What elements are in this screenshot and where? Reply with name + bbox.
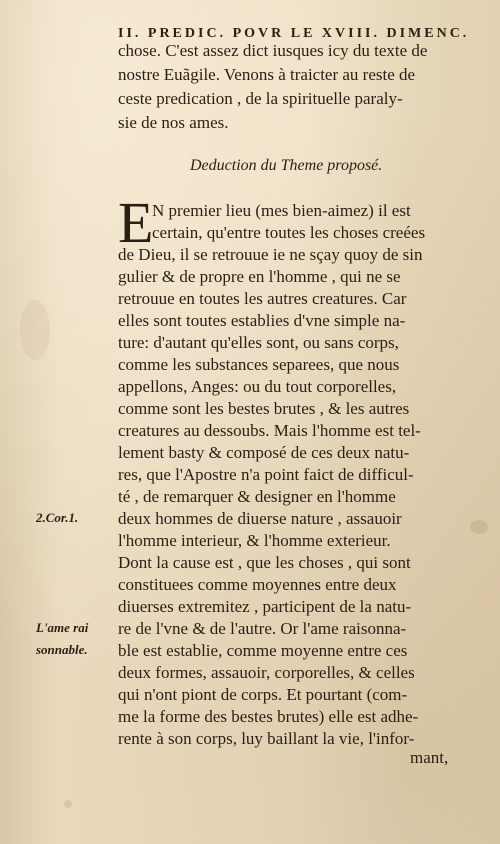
text-line: ceste predication , de la spirituelle paraly- (118, 89, 403, 108)
text-line: comme les substances separees, que nous (118, 355, 400, 374)
text-line: res, que l'Apostre n'a point faict de difficul- (118, 465, 414, 484)
text-line: constituees comme moyennes entre deux (118, 575, 397, 594)
text-line: re de l'vne & de l'autre. Or l'ame raisonna- (118, 619, 407, 638)
text-line: de Dieu, il se retrouue ie ne sçay quoy de sin (118, 245, 423, 264)
text-line: elles sont toutes establies d'vne simple na- (118, 311, 406, 330)
margin-note-scripture: 2.Cor.1. (36, 510, 79, 525)
text-line: Dont la cause est , que les choses , qui sont (118, 553, 411, 572)
section-heading: Deduction du Theme proposé. (190, 157, 383, 174)
paper-stain (20, 300, 50, 360)
text-line: certain, qu'entre toutes les choses creées (152, 223, 426, 242)
text-line: té , de remarquer & designer en l'homme (118, 487, 396, 506)
text-line: chose. C'est assez dict iusques icy du texte de (118, 41, 428, 60)
paper-stain (470, 520, 488, 534)
text-line: deux hommes de diuerse nature , assauoir (118, 509, 402, 528)
margin-note-soul: L'ame rai (36, 620, 89, 635)
running-head: II. PREDIC. POVR LE XVIII. DIMENC. (118, 26, 470, 41)
text-line: nostre Euãgile. Venons à traicter au reste de (118, 65, 416, 84)
text-line: ture: d'autant qu'elles sont, ou sans corps, (118, 333, 399, 352)
text-line: me la forme des bestes brutes) elle est adhe- (118, 707, 419, 726)
margin-note-soul: sonnable. (36, 642, 88, 657)
text-line: comme sont les bestes brutes , & les autres (118, 399, 410, 418)
text-line: creatures au dessoubs. Mais l'homme est tel- (118, 421, 421, 440)
text-line: qui n'ont piont de corps. Et pourtant (com- (118, 685, 408, 704)
text-line: deux formes, assauoir, corporelles, & celles (118, 663, 415, 682)
text-line: gulier & de propre en l'homme , qui ne se (118, 267, 401, 286)
text-line: rente à son corps, luy baillant la vie, l'infor- (118, 729, 415, 748)
drop-cap: E (118, 190, 154, 255)
text-line: diuerses extremitez , participent de la natu- (118, 597, 412, 616)
text-line: sie de nos ames. (118, 113, 229, 132)
text-line: ble est establie, comme moyenne entre ces (118, 641, 408, 660)
text-line: N premier lieu (mes bien-aimez) il est (152, 201, 411, 220)
paper-stain (64, 800, 72, 808)
text-line: appellons, Anges: ou du tout corporelles, (118, 377, 397, 396)
catchword: mant, (410, 748, 449, 767)
text-line: retrouue en toutes les autres creatures. Car (118, 289, 407, 308)
text-line: l'homme interieur, & l'homme exterieur. (118, 531, 391, 550)
text-line: lement basty & composé de ces deux natu- (118, 443, 410, 462)
